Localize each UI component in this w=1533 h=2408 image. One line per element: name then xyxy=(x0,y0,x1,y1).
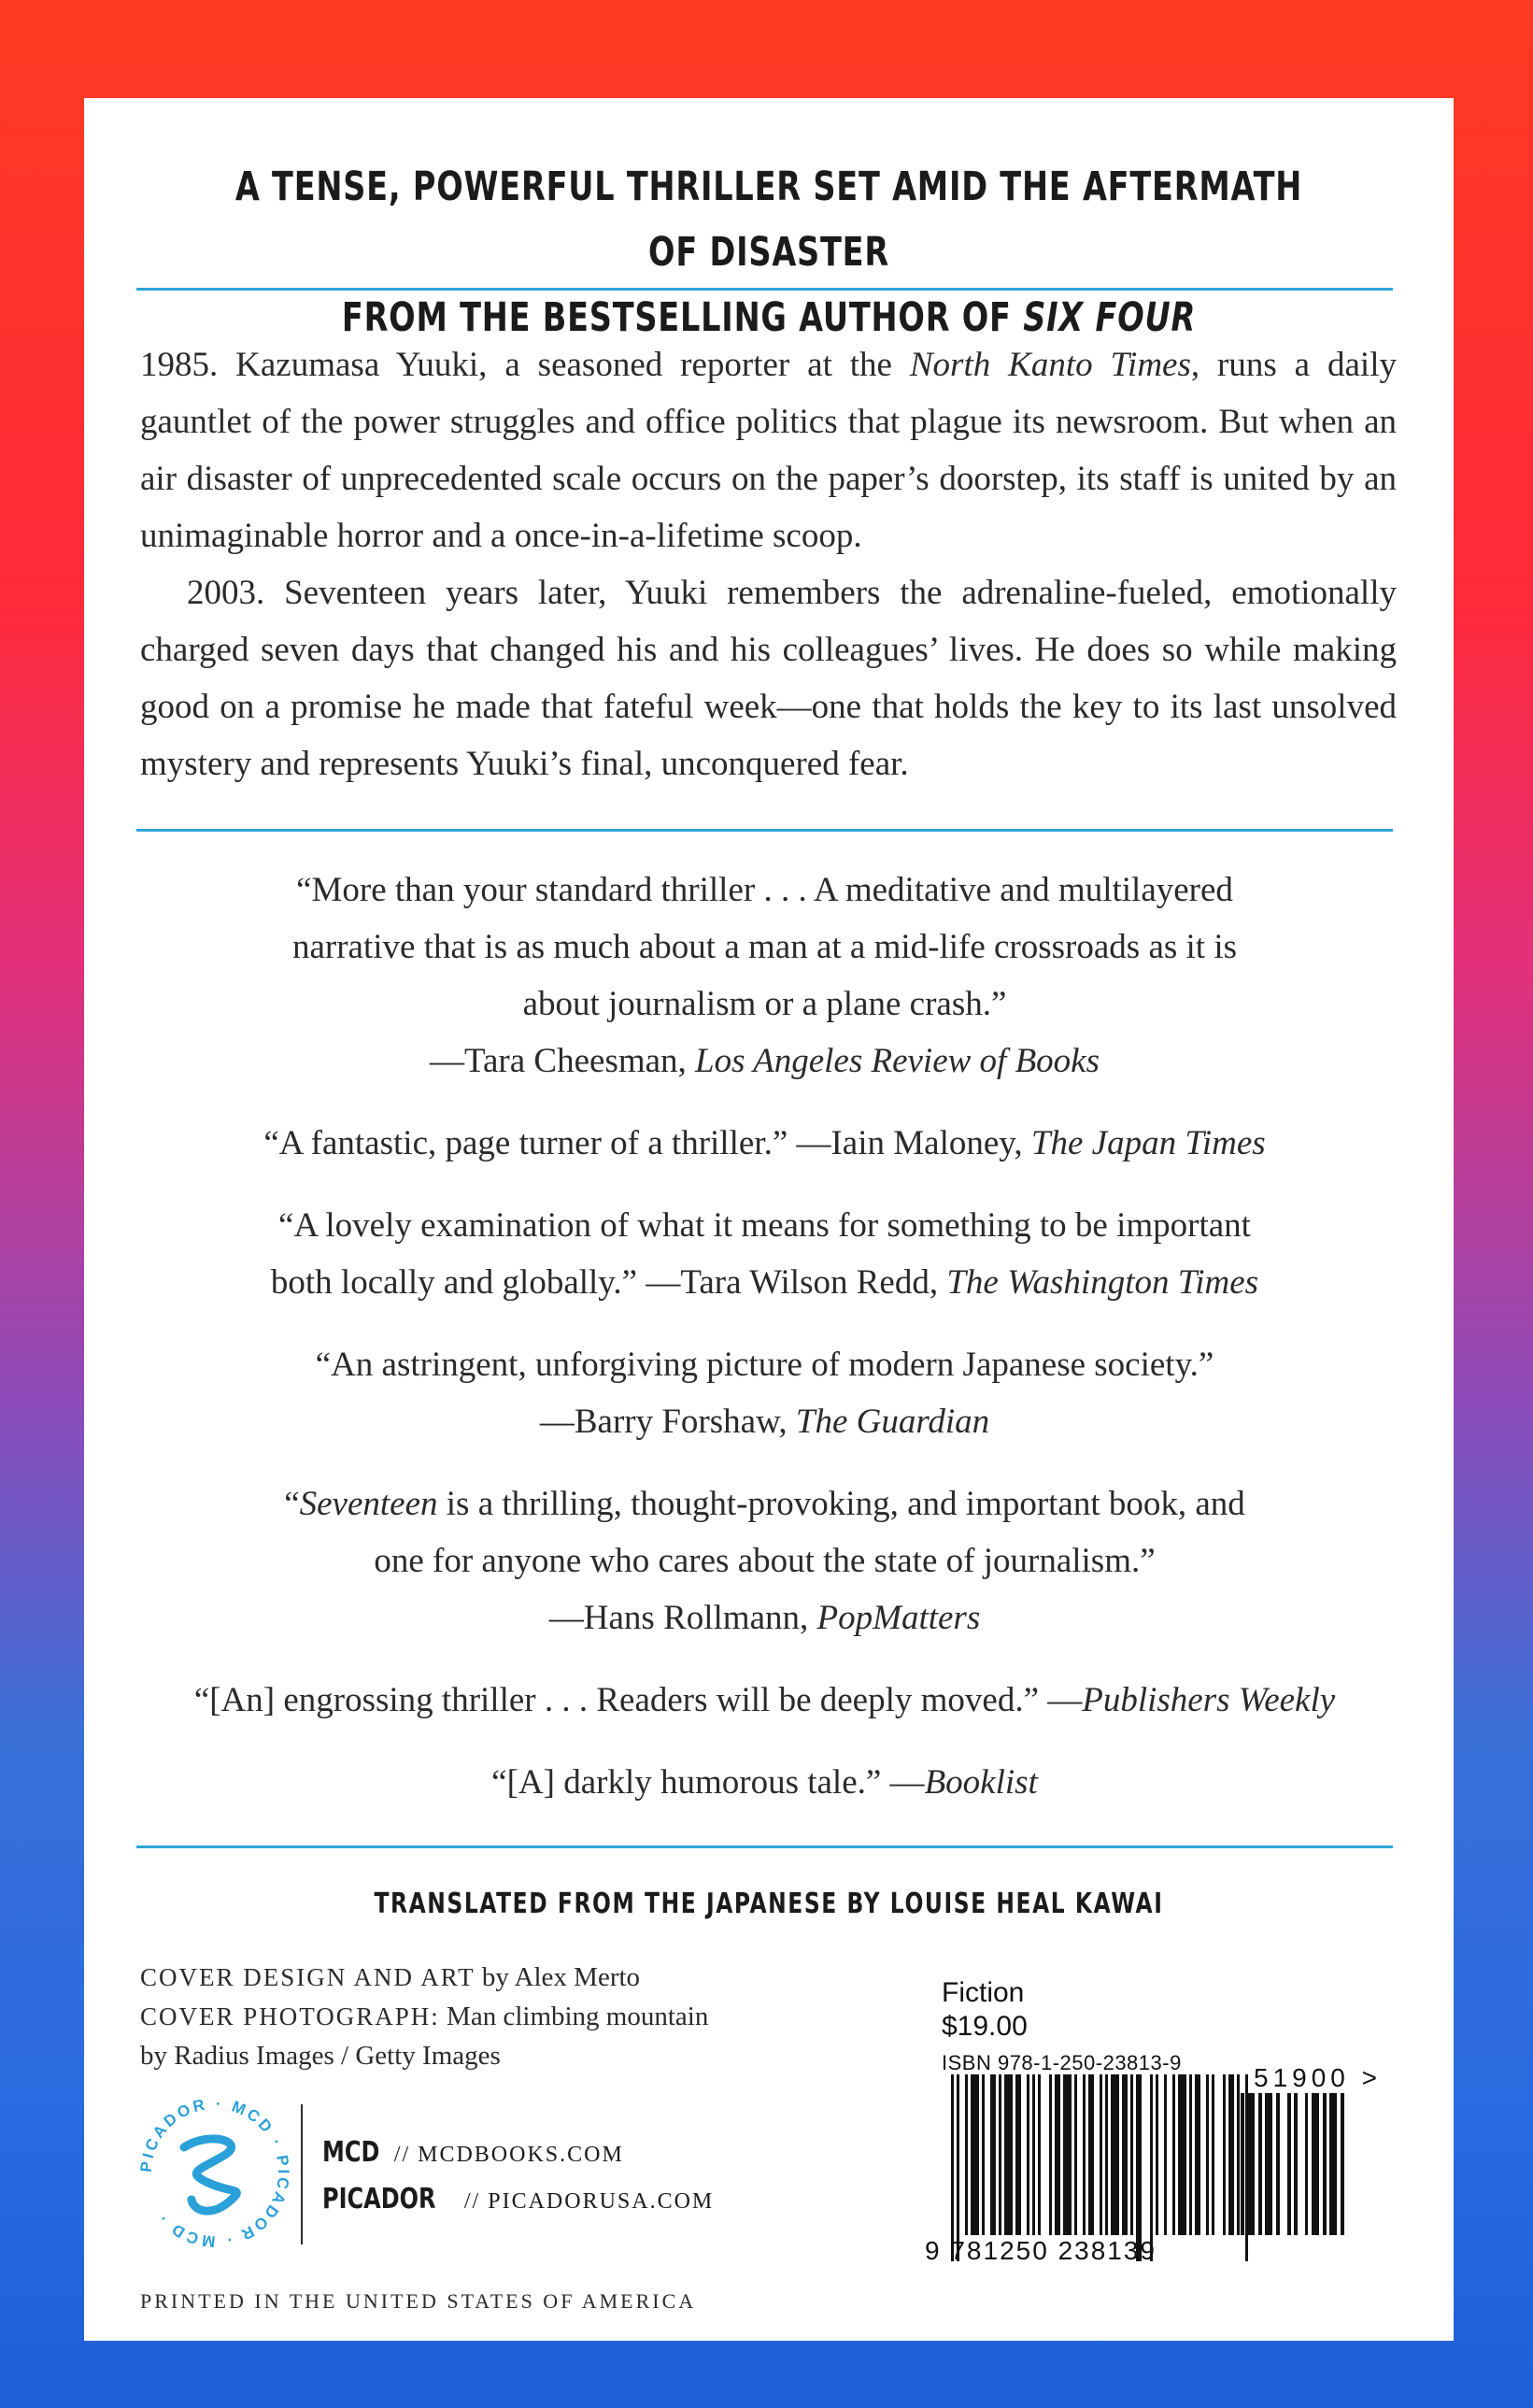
review-quote xyxy=(136,1197,1393,1311)
barcode-digits: 9 781250 238139 xyxy=(925,2236,1157,2265)
barcode-bar xyxy=(1323,2093,1327,2235)
review-text: —Tara Cheesman, xyxy=(429,1042,696,1080)
review-title: The Guardian xyxy=(795,1403,990,1441)
barcode-bar xyxy=(1241,2093,1244,2235)
barcode-bar xyxy=(990,2074,996,2235)
review-quote xyxy=(136,1336,1393,1450)
review-quote xyxy=(136,1115,1393,1172)
cover-design-value: by Alex Merto xyxy=(475,1962,641,1992)
back-cover-panel xyxy=(84,98,1454,2341)
barcode-bar xyxy=(1341,2093,1344,2235)
review-quote xyxy=(136,1475,1393,1646)
barcode-bar xyxy=(1312,2093,1319,2235)
barcode-bar xyxy=(1287,2093,1291,2235)
barcode-bar xyxy=(1228,2074,1234,2235)
review-text: “A lovely examination of what it means for something to be important xyxy=(278,1206,1251,1245)
review-text: is a thrilling, thought-provoking, and important book, and xyxy=(437,1485,1245,1523)
svg-text:PICADOR · MCD · PICADOR · MCD: PICADOR · MCD · PICADOR · MCD · xyxy=(136,2094,293,2251)
picador-link[interactable] xyxy=(322,2177,714,2224)
barcode-bar xyxy=(999,2074,1001,2235)
barcode-bar xyxy=(1027,2074,1029,2235)
review-quote-line xyxy=(136,1475,1393,1532)
review-title: The Japan Times xyxy=(1030,1124,1266,1162)
review-text: “An astringent, unforgiving picture of modern Japanese society.” xyxy=(315,1346,1214,1384)
barcode-bar xyxy=(1063,2074,1072,2235)
headline-book-title: SIX FOUR xyxy=(1023,294,1197,341)
synopsis-paragraph-1985 xyxy=(140,336,1397,564)
barcode-bar xyxy=(1074,2074,1077,2235)
barcode-bar xyxy=(951,2074,954,2261)
cover-design-label: COVER DESIGN AND ART xyxy=(140,1963,476,1991)
review-quote xyxy=(136,862,1393,1090)
review-text: “A fantastic, page turner of a thriller.” —Iain Maloney, xyxy=(263,1124,1031,1162)
review-quote xyxy=(136,1672,1393,1729)
barcode-bar xyxy=(1111,2074,1119,2235)
synopsis-1985-text: 1985. Kazumasa Yuuki, a seasoned reporter at the xyxy=(140,346,910,384)
cover-photo-label: COVER PHOTOGRAPH: xyxy=(140,2002,440,2030)
genre-label: Fiction xyxy=(942,1977,1025,2008)
barcode-bar xyxy=(1212,2074,1214,2235)
barcode-bar xyxy=(1294,2093,1298,2235)
barcode-bar xyxy=(1189,2074,1192,2235)
isbn-barcode xyxy=(951,2074,1267,2261)
barcode-bar xyxy=(1083,2074,1086,2235)
review-quote-line xyxy=(136,1754,1393,1811)
logo-divider xyxy=(301,2104,303,2244)
review-quote-line xyxy=(136,1197,1393,1254)
review-quote-line xyxy=(136,862,1393,919)
review-text: —Hans Rollmann, xyxy=(548,1599,817,1637)
review-quote-line xyxy=(136,1589,1393,1646)
cover-photo-credit xyxy=(140,1997,813,2036)
barcode-bar xyxy=(1178,2074,1186,2235)
barcode-bar xyxy=(1015,2074,1021,2235)
barcode-bar xyxy=(982,2074,985,2235)
cover-design-credit xyxy=(140,1958,813,1997)
review-text: “[A] darkly humorous tale.” — xyxy=(491,1763,925,1802)
barcode-bar xyxy=(965,2074,968,2235)
headline-prefix: FROM THE BESTSELLING AUTHOR OF xyxy=(341,294,1024,341)
barcode-bar xyxy=(1032,2074,1035,2235)
barcode-bar xyxy=(1105,2074,1108,2235)
barcode-bar xyxy=(1049,2074,1052,2235)
barcode-bar xyxy=(1265,2093,1272,2235)
barcode-bar xyxy=(1237,2074,1240,2235)
price-block xyxy=(942,1976,1182,2075)
headline xyxy=(234,154,1302,350)
barcode-bar xyxy=(1258,2093,1262,2235)
barcode-bar xyxy=(1305,2093,1308,2235)
barcode-bar xyxy=(1136,2074,1142,2261)
divider-rule xyxy=(136,1845,1393,1848)
price-addon-code: 51900 > xyxy=(1254,2063,1382,2092)
review-quote-line xyxy=(136,1532,1393,1589)
cover-photo-value: Man climbing mountain xyxy=(439,2002,709,2031)
barcode-bar xyxy=(1247,2093,1255,2235)
synopsis-2003-text: 2003. Seventeen years later, Yuuki remembers the adrenaline-fueled, emotionally charged seven days that changed his and his colleagues’ lives. He does so while making good on a promise he made that fateful week—one that holds the key to its last unsolved mystery and represents Yuuki’s final, unconquered fear. xyxy=(140,574,1397,783)
review-quote-line xyxy=(136,1672,1393,1729)
translator-credit: TRANSLATED FROM THE JAPANESE BY LOUISE HEAL KAWAI xyxy=(374,1888,1164,1920)
review-title: Booklist xyxy=(924,1763,1038,1802)
barcode-bar xyxy=(1164,2074,1167,2235)
cover-photo-source: by Radius Images / Getty Images xyxy=(140,2041,501,2071)
review-quote xyxy=(136,1754,1393,1811)
review-text: both locally and globally.” —Tara Wilson Redd, xyxy=(270,1263,947,1302)
review-text: “[An] engrossing thriller . . . Readers will be deeply moved.” — xyxy=(193,1681,1083,1719)
barcode-bar xyxy=(1004,2074,1013,2235)
review-quote-line xyxy=(136,1033,1393,1090)
isbn-label: ISBN 978-1-250-23813-9 xyxy=(942,2051,1182,2074)
barcode-bar xyxy=(1150,2074,1153,2261)
barcode-bar xyxy=(1276,2093,1280,2235)
barcode-bar xyxy=(1100,2074,1102,2235)
barcode-bar xyxy=(1156,2074,1158,2235)
review-text: one for anyone who cares about the state of journalism.” xyxy=(374,1542,1156,1580)
review-title: Seventeen xyxy=(299,1485,438,1523)
review-text: “ xyxy=(284,1485,300,1523)
review-quote-line xyxy=(136,1115,1393,1172)
review-quote-line xyxy=(136,919,1393,976)
barcode-bar xyxy=(971,2074,979,2235)
divider-rule xyxy=(136,829,1393,832)
review-title: PopMatters xyxy=(816,1599,981,1637)
printed-in-notice: PRINTED IN THE UNITED STATES OF AMERICA xyxy=(140,2289,697,2313)
review-title: Los Angeles Review of Books xyxy=(695,1042,1100,1080)
review-quotes xyxy=(136,862,1393,1836)
picador-brand: PICADOR xyxy=(322,2183,436,2216)
barcode-bar xyxy=(1329,2093,1337,2235)
review-text: about journalism or a plane crash.” xyxy=(522,985,1007,1023)
cover-credits xyxy=(140,1958,813,2075)
headline-line-1: A TENSE, POWERFUL THRILLER SET AMID THE AFTERMATH OF DISASTER xyxy=(234,164,1303,276)
barcode-bar xyxy=(1038,2074,1041,2235)
barcode-bar xyxy=(957,2074,959,2261)
mcd-url: // MCDBOOKS.COM xyxy=(386,2143,624,2167)
review-quote-line xyxy=(136,1336,1393,1393)
barcode-bar xyxy=(1195,2074,1200,2235)
synopsis xyxy=(140,336,1397,792)
barcode-bar xyxy=(1088,2074,1094,2235)
review-title: Publishers Weekly xyxy=(1082,1681,1336,1719)
picador-mcd-logo xyxy=(135,2093,294,2252)
barcode-bar xyxy=(1206,2074,1209,2235)
divider-rule xyxy=(136,288,1393,291)
price-label: $19.00 xyxy=(942,2011,1028,2042)
publisher-links xyxy=(322,2130,714,2224)
synopsis-paragraph-2003 xyxy=(140,564,1397,792)
review-text: narrative that is as much about a man at a mid-life crossroads as it is xyxy=(291,928,1238,966)
picador-url: // PICADORUSA.COM xyxy=(456,2189,715,2214)
barcode-bar xyxy=(1122,2074,1128,2235)
mcd-brand: MCD xyxy=(322,2136,380,2169)
barcode-bar xyxy=(1223,2074,1226,2235)
synopsis-1985-title: North Kanto Times xyxy=(909,346,1191,384)
barcode-bar xyxy=(1130,2074,1133,2235)
review-title: The Washington Times xyxy=(946,1263,1259,1302)
synopsis-1985-text: , runs a daily gauntlet of the power struggles and office politics that plague its newsroom. But when an air disaster of unprecedented scale occurs on the paper’s doorstep, its staff is united by an unimaginable horror and a once-in-a-lifetime scoop. xyxy=(140,346,1397,555)
picador-mcd-logo-icon xyxy=(135,2093,294,2252)
barcode-bar xyxy=(1055,2074,1060,2235)
mcd-link[interactable] xyxy=(322,2130,714,2177)
review-text: —Barry Forshaw, xyxy=(539,1403,796,1441)
barcode-bar xyxy=(1172,2074,1175,2235)
review-quote-line xyxy=(136,1393,1393,1450)
review-text: “More than your standard thriller . . . A meditative and multilayered xyxy=(296,871,1233,909)
review-quote-line xyxy=(136,976,1393,1033)
price-barcode xyxy=(1241,2093,1353,2261)
review-quote-line xyxy=(136,1254,1393,1311)
